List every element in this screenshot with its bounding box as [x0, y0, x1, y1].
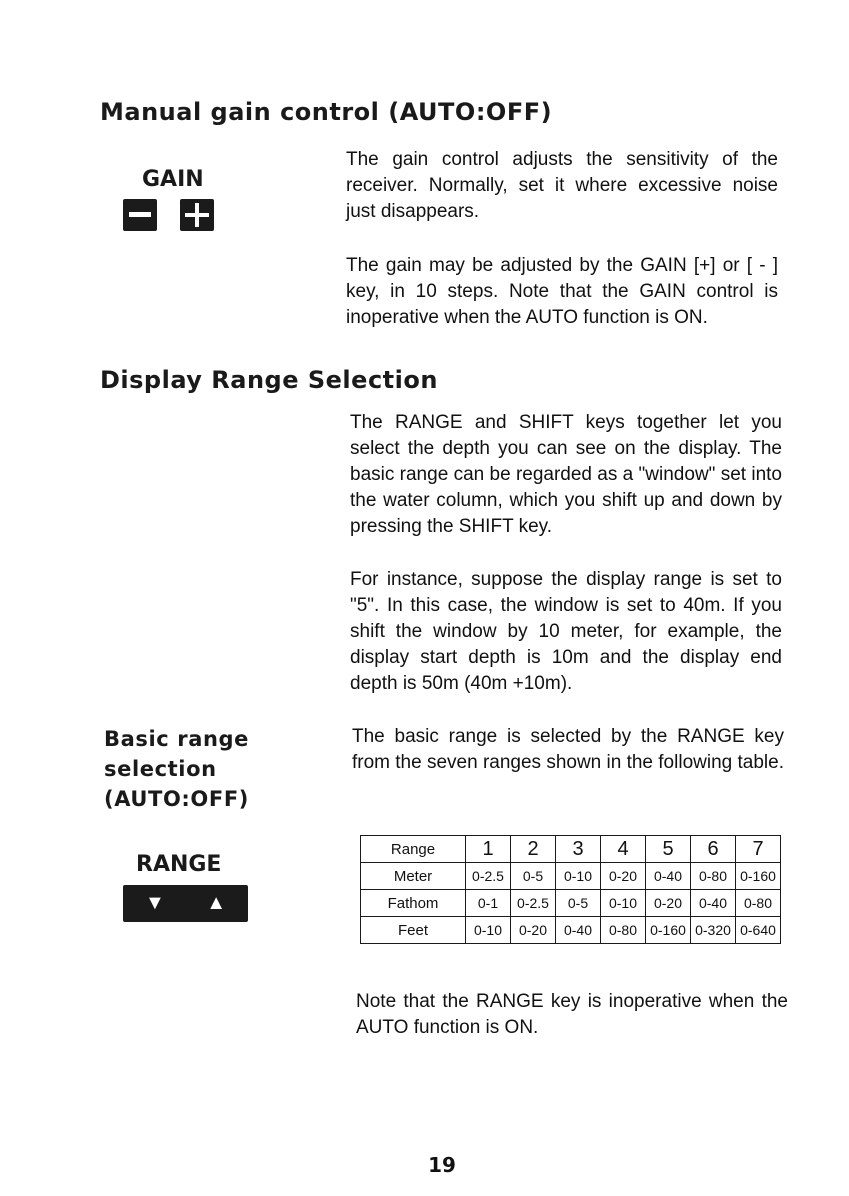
table-cell: 0-40	[691, 890, 736, 917]
table-header-cell: 2	[511, 836, 556, 863]
table-cell: 0-20	[511, 917, 556, 944]
table-header-cell: 1	[466, 836, 511, 863]
table-cell: 0-20	[646, 890, 691, 917]
gain-minus-key[interactable]	[123, 199, 157, 231]
table-cell: 0-5	[511, 863, 556, 890]
table-cell: 0-40	[646, 863, 691, 890]
table-cell: 0-160	[736, 863, 781, 890]
range-key[interactable]	[123, 885, 248, 922]
minus-icon	[129, 212, 151, 218]
table-cell: 0-10	[466, 917, 511, 944]
gain-key-label: GAIN	[142, 167, 204, 192]
triangle-down-icon: ▼	[145, 892, 165, 914]
table-row	[361, 836, 781, 863]
subsection-title-line: selection	[104, 757, 217, 781]
table-cell: 0-640	[736, 917, 781, 944]
subsection-title-line: (AUTO:OFF)	[104, 787, 249, 811]
table-cell: 0-160	[646, 917, 691, 944]
table-row	[361, 917, 781, 944]
table-row-label: Feet	[361, 917, 466, 944]
table-row-label: Meter	[361, 863, 466, 890]
table-cell: 0-80	[736, 890, 781, 917]
gain-paragraph-1: The gain control adjusts the sensitivity of the receiver. Normally, set it where excessive noise just disappears.	[346, 149, 778, 222]
table-header-label: Range	[361, 836, 466, 863]
page-number: 19	[428, 1153, 456, 1177]
table-cell: 0-2.5	[466, 863, 511, 890]
table-header-cell: 4	[601, 836, 646, 863]
range-paragraph-1: The RANGE and SHIFT keys together let you select the depth you can see on the display. The basic range can be regarded as a "window" set into the water column, which you shift up and down by pressing the SHIFT key.	[350, 412, 782, 537]
section-title-display-range: Display Range Selection	[100, 366, 438, 394]
table-row-label: Fathom	[361, 890, 466, 917]
range-paragraph-2: For instance, suppose the display range is set to "5". In this case, the window is set to 40m. If you shift the window by 10 meter, for example, the display start depth is 10m and the display end depth is 50m (40m +10m).	[350, 569, 782, 694]
table-cell: 0-2.5	[511, 890, 556, 917]
table-header-cell: 6	[691, 836, 736, 863]
table-cell: 0-40	[556, 917, 601, 944]
table-cell: 0-10	[556, 863, 601, 890]
triangle-up-icon: ▲	[206, 892, 226, 914]
gain-plus-key[interactable]	[180, 199, 214, 231]
table-cell: 0-80	[691, 863, 736, 890]
section-title-manual-gain: Manual gain control (AUTO:OFF)	[100, 98, 553, 126]
plus-icon	[185, 203, 209, 227]
gain-paragraph-2: The gain may be adjusted by the GAIN [+] or [ - ] key, in 10 steps. Note that the GAIN control is inoperative when the AUTO function is ON.	[346, 255, 778, 328]
table-cell: 0-80	[601, 917, 646, 944]
table-cell: 0-10	[601, 890, 646, 917]
table-row	[361, 890, 781, 917]
table-header-cell: 3	[556, 836, 601, 863]
table-cell: 0-20	[601, 863, 646, 890]
table-cell: 0-1	[466, 890, 511, 917]
subsection-title-line: Basic range	[104, 727, 249, 751]
table-cell: 0-320	[691, 917, 736, 944]
range-note-paragraph: Note that the RANGE key is inoperative when the AUTO function is ON.	[356, 991, 788, 1038]
range-key-label: RANGE	[136, 852, 222, 877]
subsection-title-basic-range	[104, 724, 249, 814]
basic-range-paragraph: The basic range is selected by the RANGE key from the seven ranges shown in the following table.	[352, 726, 784, 773]
table-header-cell: 5	[646, 836, 691, 863]
range-table	[360, 835, 781, 944]
table-cell: 0-5	[556, 890, 601, 917]
range-table-wrapper	[360, 835, 781, 944]
table-row	[361, 863, 781, 890]
table-header-cell: 7	[736, 836, 781, 863]
